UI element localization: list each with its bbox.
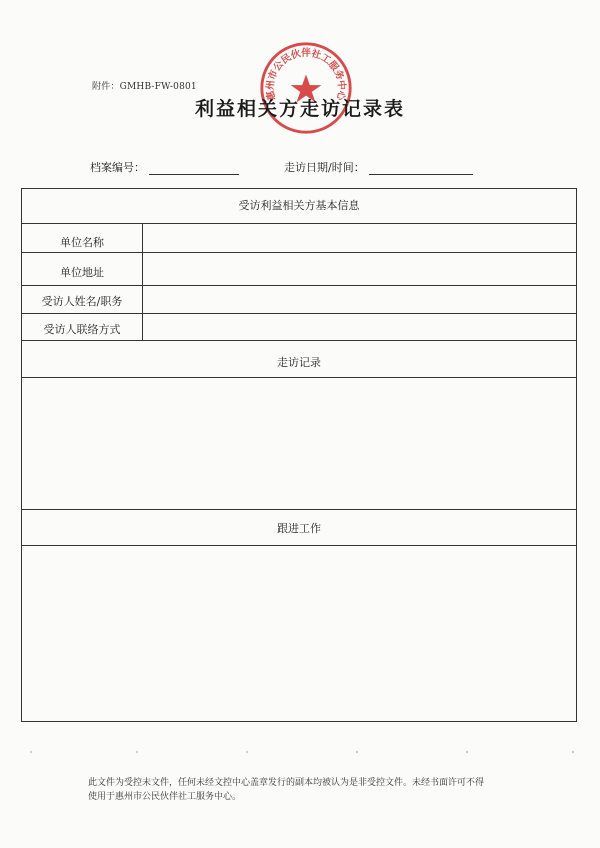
interviewee-contact-label: 受访人联络方式 — [43, 323, 121, 336]
page-title: 利益相关方走访记录表 — [194, 98, 405, 120]
follow-up-header: 跟进工作 — [277, 522, 321, 535]
official-seal — [258, 40, 354, 136]
unit-name-label: 单位名称 — [60, 236, 104, 249]
scan-dot — [246, 751, 248, 753]
interviewee-name-label: 受访人姓名/职务 — [41, 295, 123, 308]
footer-note — [88, 776, 548, 804]
seal-text: 惠州市公民伙伴社工服务中心 — [265, 47, 347, 102]
visit-date-field — [284, 159, 473, 175]
divider — [22, 252, 576, 253]
visit-record-form — [21, 188, 577, 722]
archive-number-label: 档案编号： — [90, 161, 145, 174]
column-divider — [142, 224, 143, 341]
scan-dot — [466, 751, 468, 753]
divider — [22, 223, 576, 224]
unit-address-label: 单位地址 — [60, 266, 104, 279]
scan-dot — [572, 751, 574, 753]
divider — [22, 377, 576, 378]
scan-dot — [136, 751, 138, 753]
scan-dot — [30, 751, 32, 753]
document-code: 附件：GMHB-FW-0801 — [92, 82, 197, 92]
divider — [22, 340, 576, 341]
divider — [22, 545, 576, 546]
archive-number-field — [90, 159, 239, 175]
visit-date-label: 走访日期/时间： — [284, 161, 365, 174]
footer-line-1: 此文件为受控未文件，任何未经文控中心盖章发行的副本均被认为是非受控文件。未经书面许可不得 — [88, 778, 485, 788]
divider — [22, 313, 576, 314]
archive-number-line[interactable] — [149, 162, 239, 175]
footer-line-2: 使用于惠州市公民伙伴社工服务中心。 — [88, 792, 242, 802]
visit-record-header: 走访记录 — [277, 356, 321, 369]
scan-dot — [356, 751, 358, 753]
visit-date-line[interactable] — [369, 162, 473, 175]
basic-info-header: 受访利益相关方基本信息 — [238, 199, 360, 212]
divider — [22, 285, 576, 286]
divider — [22, 509, 576, 510]
